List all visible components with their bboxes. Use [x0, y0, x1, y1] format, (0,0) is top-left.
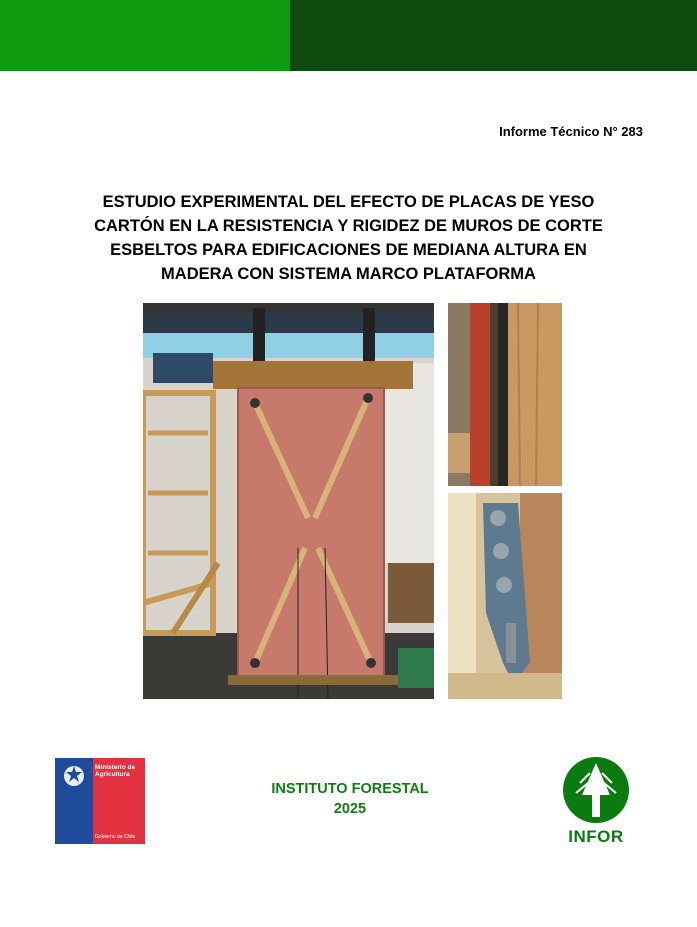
frame-detail-photo	[448, 303, 562, 486]
title-line: MADERA CON SISTEMA MARCO PLATAFORMA	[161, 265, 536, 283]
header-band-dark	[290, 0, 697, 71]
document-title	[40, 190, 657, 286]
ministry-label-line-2: Agricultura	[95, 771, 130, 778]
shear-wall-test-photo	[143, 303, 434, 699]
government-label: Gobierno de Chile	[95, 834, 136, 840]
report-number: Informe Técnico N° 283	[499, 124, 643, 139]
infor-logo	[550, 755, 642, 850]
ministry-label	[95, 764, 143, 778]
title-line: CARTÓN EN LA RESISTENCIA Y RIGIDEZ DE MUROS DE CORTE	[94, 217, 603, 235]
infor-tree-icon	[550, 755, 642, 825]
institute-block	[225, 779, 475, 819]
institute-name: INSTITUTO FORESTAL	[271, 781, 429, 797]
ministry-label-line-1: Ministerio de	[95, 764, 136, 771]
title-line: ESBELTOS PARA EDIFICACIONES DE MEDIANA ALTURA EN	[110, 241, 587, 259]
hold-down-anchor-photo	[448, 493, 562, 699]
publication-year: 2025	[333, 801, 367, 817]
title-line: ESTUDIO EXPERIMENTAL DEL EFECTO DE PLACAS DE YESO	[102, 193, 595, 211]
infor-wordmark: INFOR	[568, 827, 624, 846]
ministry-of-agriculture-logo	[55, 758, 145, 844]
header-band-light	[0, 0, 290, 71]
